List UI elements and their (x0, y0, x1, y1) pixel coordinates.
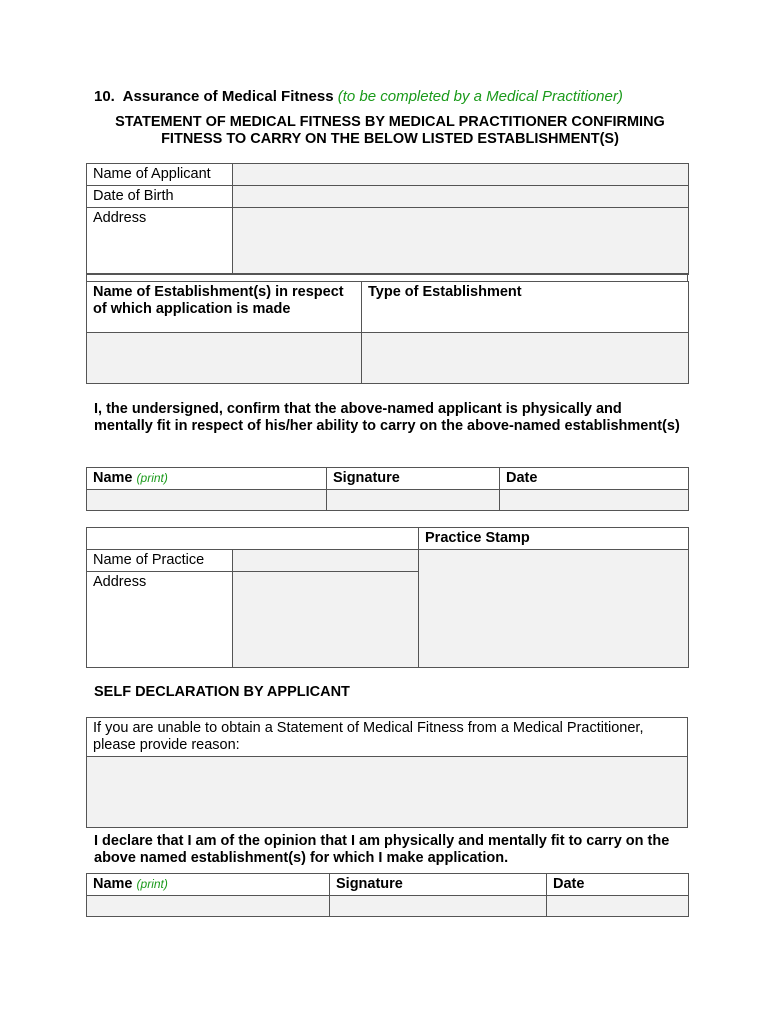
section-number: 10. (94, 88, 115, 105)
applicant-signature-field[interactable] (330, 896, 547, 917)
applicant-address-label: Address (87, 208, 233, 275)
practitioner-date-field[interactable] (500, 490, 689, 511)
establishment-name-label: Name of Establishment(s) in respect of which application is made (87, 282, 362, 333)
applicant-signature-table (86, 873, 689, 917)
practice-header-blank (87, 528, 419, 550)
practice-stamp-label: Practice Stamp (419, 528, 689, 550)
section-title-text: Assurance of Medical Fitness (122, 88, 334, 105)
practice-table (86, 527, 689, 668)
self-declaration-heading: SELF DECLARATION BY APPLICANT (94, 684, 350, 700)
establishment-name-field[interactable] (87, 333, 362, 384)
statement-heading (80, 114, 700, 148)
reason-field[interactable] (87, 757, 688, 828)
establishment-table (86, 281, 689, 384)
practitioner-signature-field[interactable] (327, 490, 500, 511)
practice-stamp-field[interactable] (419, 550, 689, 668)
applicant-sign-name-label: Name (93, 876, 133, 892)
practitioner-name-note: (print) (136, 471, 168, 485)
applicant-date-field[interactable] (547, 896, 689, 917)
applicant-address-field[interactable] (233, 208, 689, 275)
applicant-name-header (87, 874, 330, 896)
applicant-signature-label: Signature (330, 874, 547, 896)
declaration-text: I declare that I am of the opinion that I am physically and mentally fit to carry on the above named establishment(s) for which I make application. (94, 833, 670, 866)
applicant-table (86, 163, 689, 275)
establishment-type-label: Type of Establishment (362, 282, 689, 333)
practitioner-signature-label: Signature (327, 468, 500, 490)
reason-prompt: If you are unable to obtain a Statement of Medical Fitness from a Medical Practitioner, please provide reason: (87, 718, 688, 757)
section-note: (to be completed by a Medical Practitioner) (337, 88, 623, 105)
section-title (94, 88, 623, 105)
applicant-name-label: Name of Applicant (87, 164, 233, 186)
statement-heading-line1: STATEMENT OF MEDICAL FITNESS BY MEDICAL PRACTITIONER CONFIRMING (115, 114, 665, 130)
practitioner-date-label: Date (500, 468, 689, 490)
applicant-name-field[interactable] (233, 164, 689, 186)
practice-name-label: Name of Practice (87, 550, 233, 572)
confirmation-text: I, the undersigned, confirm that the above-named applicant is physically and mentally fit in respect of his/her ability to carry on the above-named establishment(s) (94, 401, 680, 434)
applicant-date-label: Date (547, 874, 689, 896)
applicant-sign-name-field[interactable] (87, 896, 330, 917)
practice-address-field[interactable] (233, 572, 419, 668)
practitioner-name-header (87, 468, 327, 490)
applicant-sign-name-note: (print) (136, 877, 168, 891)
date-of-birth-field[interactable] (233, 186, 689, 208)
practitioner-signature-table (86, 467, 689, 511)
practice-name-field[interactable] (233, 550, 419, 572)
reason-table (86, 717, 688, 828)
establishment-type-field[interactable] (362, 333, 689, 384)
practice-address-label: Address (87, 572, 233, 668)
date-of-birth-label: Date of Birth (87, 186, 233, 208)
practitioner-name-field[interactable] (87, 490, 327, 511)
practitioner-name-label: Name (93, 470, 133, 486)
statement-heading-line2: FITNESS TO CARRY ON THE BELOW LISTED ESTABLISHMENT(S) (161, 131, 619, 147)
